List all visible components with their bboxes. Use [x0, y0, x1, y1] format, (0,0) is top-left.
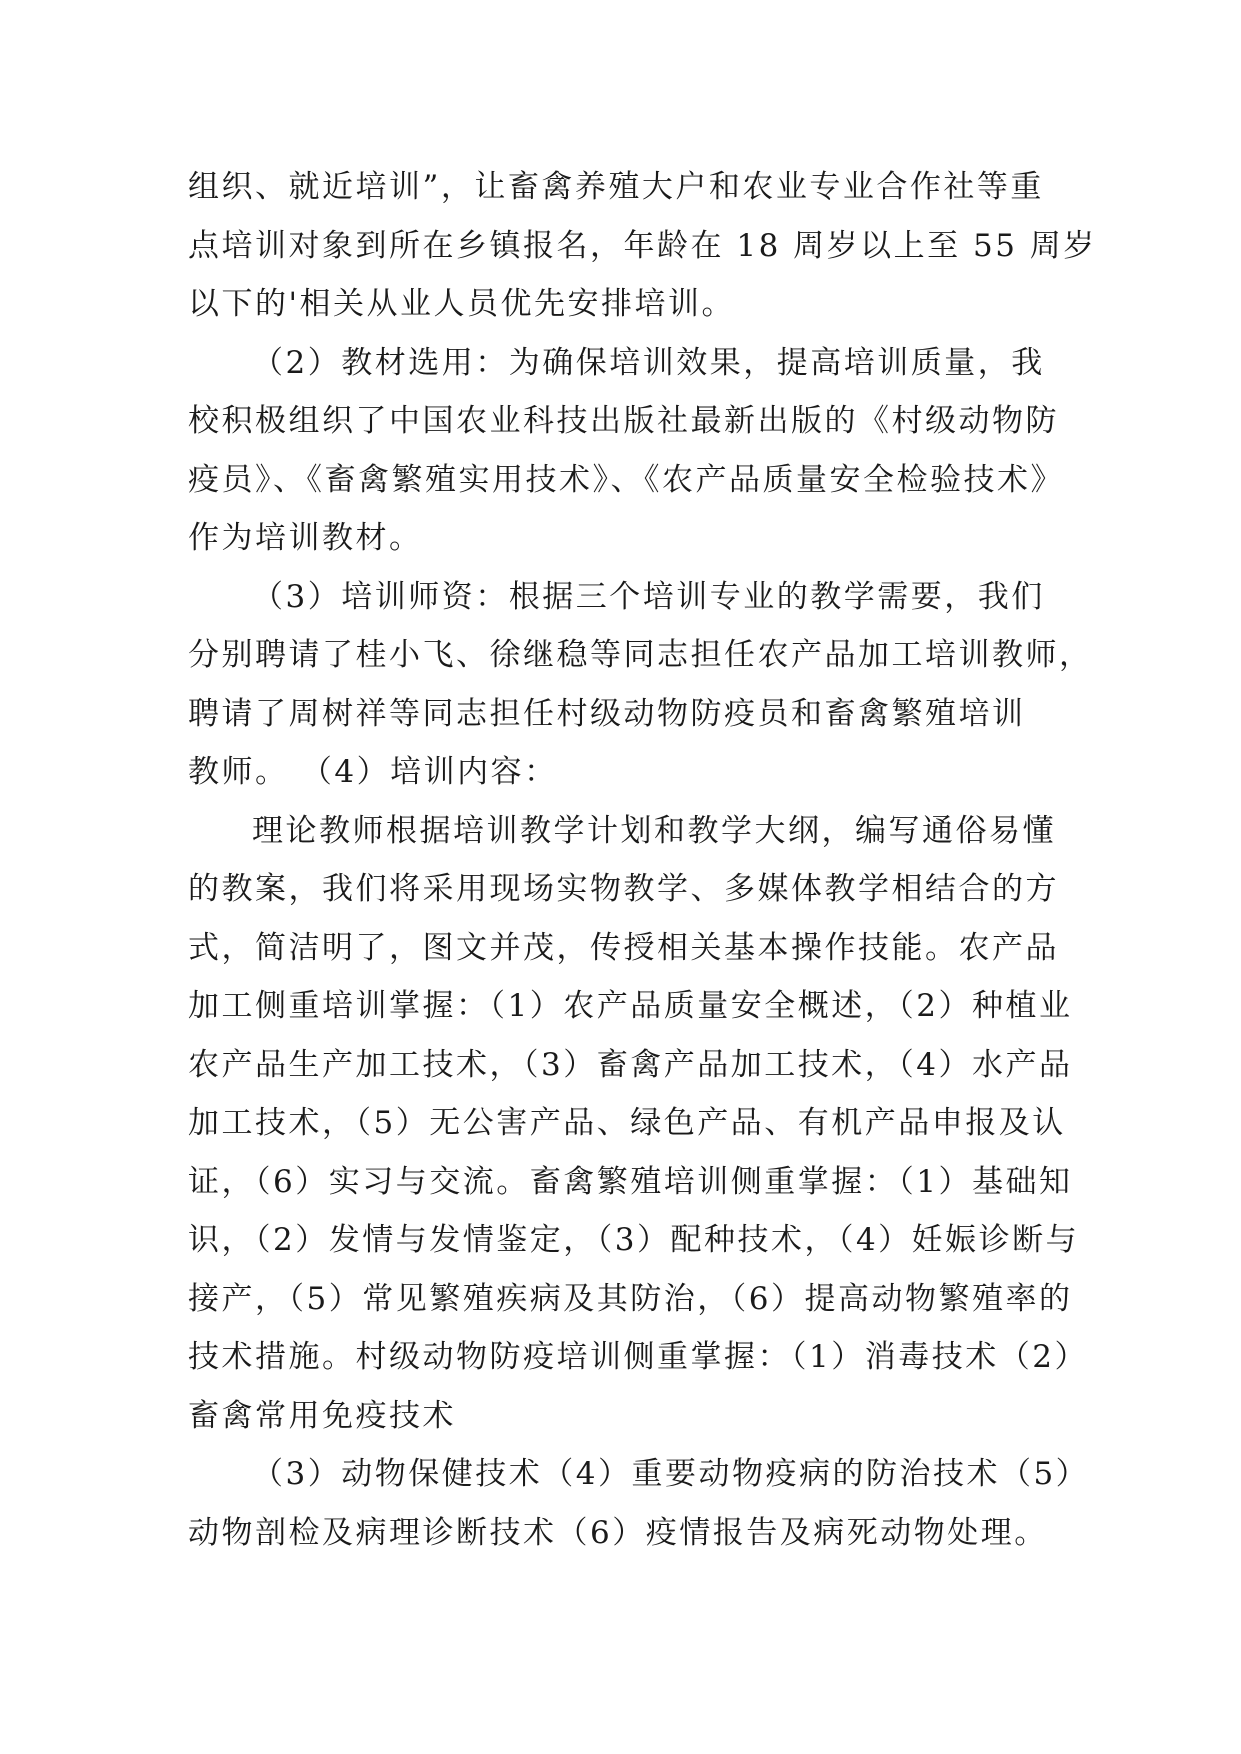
- text-line: 以下的'相关从业人员优先安排培训。: [188, 286, 736, 322]
- text-line: 技术措施。村级动物防疫培训侧重掌握：（1）消毒技术（2）: [188, 1339, 1088, 1375]
- text-line: 校积极组织了中国农业科技出版社最新出版的《村级动物防: [188, 403, 1059, 439]
- text-line: （2）教材选用：为确保培训效果，提高培训质量，我: [252, 344, 1045, 381]
- text-line: 加工技术，（5）无公害产品、绿色产品、有机产品申报及认: [188, 1105, 1066, 1141]
- document-body: [188, 158, 1097, 1562]
- text-line: 证，（6）实习与交流。畜禽繁殖培训侧重掌握：（1）基础知: [188, 1163, 1073, 1200]
- text-line: 接产，（5）常见繁殖疾病及其防治，（6）提高动物繁殖率的: [188, 1280, 1073, 1317]
- text-line: （3）培训师资：根据三个培训专业的教学需要，我们: [252, 578, 1045, 615]
- text-line: 动物剖检及病理诊断技术（6）疫情报告及病死动物处理。: [188, 1514, 1048, 1551]
- text-line: 教师。 （4）培训内容：: [188, 754, 558, 790]
- text-line: 农产品生产加工技术，（3）畜禽产品加工技术，（4）水产品: [188, 1046, 1073, 1083]
- text-line: （3）动物保健技术（4）重要动物疫病的防治技术（5）: [252, 1456, 1090, 1492]
- text-line: 作为培训教材。: [188, 520, 423, 556]
- text-line: 的教案，我们将采用现场实物教学、多媒体教学相结合的方: [188, 871, 1059, 907]
- text-line: 加工侧重培训掌握：（1）农产品质量安全概述，（2）种植业: [188, 988, 1073, 1024]
- text-line: 聘请了周树祥等同志担任村级动物防疫员和畜禽繁殖培训: [188, 695, 1026, 732]
- text-line: 识，（2）发情与发情鉴定，（3）配种技术，（4）妊娠诊断与: [188, 1222, 1080, 1258]
- text-line: 式，简洁明了，图文并茂，传授相关基本操作技能。农产品: [188, 929, 1059, 966]
- text-line: 疫员》、《畜禽繁殖实用技术》、《农产品质量安全检验技术》: [188, 461, 1064, 498]
- text-line: 组织、就近培训”，让畜禽养殖大户和农业专业合作社等重: [188, 169, 1044, 205]
- text-line: 畜禽常用免疫技术: [188, 1397, 456, 1434]
- text-line: 理论教师根据培训教学计划和教学大纲，编写通俗易懂: [252, 812, 1056, 849]
- text-line: 点培训对象到所在乡镇报名，年龄在 18 周岁以上至 55 周岁: [188, 227, 1097, 264]
- text-line: 分别聘请了桂小飞、徐继稳等同志担任农产品加工培训教师，: [188, 637, 1093, 673]
